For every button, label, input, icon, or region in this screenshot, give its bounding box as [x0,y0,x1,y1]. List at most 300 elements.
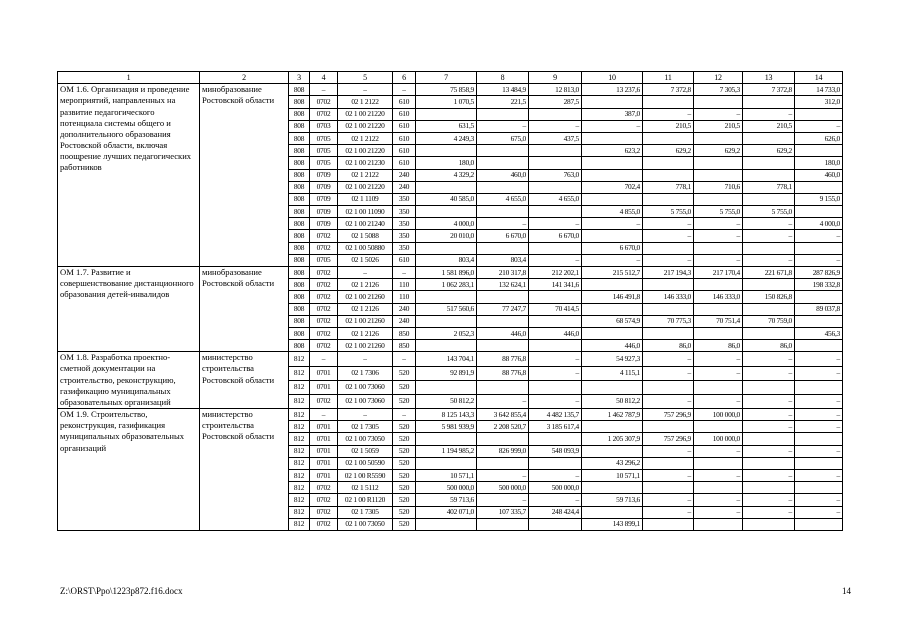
code-cell: 0703 [310,120,338,132]
amount-cell [529,206,582,218]
amount-cell: – [743,352,795,366]
amount-cell: – [795,352,843,366]
amount-cell [795,518,843,530]
amount-cell [529,181,582,193]
amount-cell: 460,0 [795,169,843,181]
amount-cell: 86,0 [694,340,743,352]
code-cell: 240 [393,169,416,181]
amount-cell: 4 115,1 [582,366,643,380]
code-cell: 0702 [310,518,338,530]
amount-cell: 217 194,3 [643,267,694,279]
code-cell: 808 [289,108,310,120]
code-cell: 0705 [310,132,338,144]
code-cell: 0709 [310,193,338,205]
code-cell: 02 1 2126 [338,303,393,315]
code-cell: – [310,352,338,366]
code-cell: – [393,352,416,366]
code-cell: 02 1 00 50880 [338,242,393,254]
amount-cell: 86,0 [743,340,795,352]
amount-cell: – [743,254,795,266]
code-cell: 0702 [310,267,338,279]
amount-cell: 217 170,4 [694,267,743,279]
footer-page-number: 14 [842,586,851,596]
amount-cell: 7 372,8 [743,84,795,96]
amount-cell: 141 341,6 [529,279,582,291]
amount-cell [477,518,529,530]
amount-cell [477,291,529,303]
amount-cell: – [643,506,694,518]
amount-cell [643,193,694,205]
amount-cell: 210,5 [643,120,694,132]
amount-cell: – [795,394,843,408]
amount-cell [694,279,743,291]
amount-cell: 146 333,0 [694,291,743,303]
amount-cell: 59 713,6 [582,494,643,506]
table-row [58,352,843,366]
header-row [58,72,843,84]
amount-cell [529,380,582,394]
amount-cell [694,303,743,315]
code-cell: 850 [393,340,416,352]
code-cell: 808 [289,120,310,132]
code-cell: 0702 [310,291,338,303]
amount-cell: 5 755,0 [743,206,795,218]
code-cell: – [338,409,393,421]
code-cell: 812 [289,433,310,445]
amount-cell: 500 000,0 [529,482,582,494]
code-cell: 110 [393,279,416,291]
code-cell: 0709 [310,218,338,230]
amount-cell [416,340,477,352]
code-cell: 02 1 1109 [338,193,393,205]
amount-cell: – [694,352,743,366]
amount-cell [694,518,743,530]
amount-cell [694,157,743,169]
amount-cell [643,327,694,339]
amount-cell: – [643,394,694,408]
amount-cell [694,380,743,394]
amount-cell: – [643,494,694,506]
code-cell: – [338,352,393,366]
amount-cell: – [743,506,795,518]
code-cell: 610 [393,145,416,157]
code-cell: 110 [393,291,416,303]
amount-cell: – [477,218,529,230]
amount-cell [529,518,582,530]
amount-cell [743,327,795,339]
code-cell: 0701 [310,433,338,445]
code-cell: 02 1 00 21220 [338,181,393,193]
amount-cell [529,340,582,352]
amount-cell [743,457,795,469]
code-cell: 0702 [310,230,338,242]
amount-cell: 631,5 [416,120,477,132]
code-cell: 02 1 00 50590 [338,457,393,469]
amount-cell [795,242,843,254]
amount-cell: 4 655,0 [529,193,582,205]
amount-cell: 100 000,0 [694,433,743,445]
code-cell: 0709 [310,181,338,193]
amount-cell: – [694,230,743,242]
amount-cell: 629,2 [743,145,795,157]
code-cell: 610 [393,254,416,266]
amount-cell: – [743,366,795,380]
amount-cell [416,315,477,327]
amount-cell [416,457,477,469]
amount-cell [795,108,843,120]
amount-cell [529,315,582,327]
column-number-header: 4 [310,72,338,84]
amount-cell: 1 205 307,9 [582,433,643,445]
amount-cell: 1 070,5 [416,96,477,108]
amount-cell: 14 733,0 [795,84,843,96]
amount-cell: 7 305,3 [694,84,743,96]
code-cell: 808 [289,157,310,169]
code-cell: 812 [289,352,310,366]
code-cell: 350 [393,242,416,254]
amount-cell [582,482,643,494]
amount-cell: 107 335,7 [477,506,529,518]
code-cell: 520 [393,518,416,530]
amount-cell: – [694,470,743,482]
code-cell: 02 1 00 11090 [338,206,393,218]
executor-name: минобразование Ростовской области [200,84,289,267]
amount-cell [694,242,743,254]
code-cell: 02 1 5059 [338,445,393,457]
amount-cell [694,132,743,144]
amount-cell [529,242,582,254]
amount-cell: – [743,394,795,408]
amount-cell [582,193,643,205]
column-number-header: 12 [694,72,743,84]
activity-description: ОМ 1.6. Организация и проведение мероприятий, направленных на развитие педагогического потенциала системы общего и дополнительного образования Ростовской области, включая поощрение лучших педагогических работников [58,84,200,267]
amount-cell: – [795,230,843,242]
amount-cell [795,291,843,303]
code-cell: 520 [393,494,416,506]
amount-cell [582,303,643,315]
code-cell: 02 1 00 21260 [338,291,393,303]
code-cell: 808 [289,303,310,315]
amount-cell [582,96,643,108]
amount-cell [416,145,477,157]
amount-cell: 100 000,0 [694,409,743,421]
amount-cell: 54 927,3 [582,352,643,366]
code-cell: 808 [289,206,310,218]
amount-cell: 198 332,8 [795,279,843,291]
code-cell: 02 1 7306 [338,366,393,380]
table-row [58,84,843,96]
table-row [58,409,843,421]
code-cell: 02 1 2126 [338,327,393,339]
code-cell: 0702 [310,242,338,254]
code-cell: – [338,84,393,96]
amount-cell: 5 755,0 [694,206,743,218]
amount-cell [743,157,795,169]
amount-cell [694,193,743,205]
amount-cell: 9 155,0 [795,193,843,205]
amount-cell [795,340,843,352]
code-cell: – [338,267,393,279]
code-cell: 02 1 2122 [338,169,393,181]
amount-cell [795,380,843,394]
code-cell: 02 1 00 R5590 [338,470,393,482]
code-cell: 0702 [310,315,338,327]
amount-cell: 5 755,0 [643,206,694,218]
code-cell: 0701 [310,380,338,394]
code-cell: 0702 [310,394,338,408]
amount-cell: – [795,421,843,433]
amount-cell [529,145,582,157]
activity-description: ОМ 1.8. Разработка проектно-сметной документации на строительство, реконструкцию, газификацию муниципальных образовательных организаций [58,352,200,409]
code-cell: 240 [393,181,416,193]
amount-cell [694,169,743,181]
table-row [58,267,843,279]
amount-cell: – [529,218,582,230]
code-cell: 02 1 00 21260 [338,340,393,352]
amount-cell: 210,5 [743,120,795,132]
column-number-header: 3 [289,72,310,84]
amount-cell: 803,4 [416,254,477,266]
amount-cell: 4 855,0 [582,206,643,218]
code-cell: 812 [289,421,310,433]
executor-name: министерство строительства Ростовской области [200,409,289,531]
amount-cell: 826 999,0 [477,445,529,457]
amount-cell: 146 333,0 [643,291,694,303]
amount-cell [582,132,643,144]
code-cell: 240 [393,303,416,315]
amount-cell [529,108,582,120]
amount-cell: 43 296,2 [582,457,643,469]
amount-cell: – [529,254,582,266]
code-cell: 0701 [310,470,338,482]
amount-cell: 180,0 [795,157,843,169]
amount-cell [643,242,694,254]
code-cell: 0702 [310,506,338,518]
amount-cell: – [795,409,843,421]
code-cell: 812 [289,518,310,530]
amount-cell: – [582,254,643,266]
amount-cell [643,96,694,108]
amount-cell: 212 202,1 [529,267,582,279]
amount-cell: 12 813,0 [529,84,582,96]
amount-cell: – [643,254,694,266]
amount-cell [643,132,694,144]
amount-cell [643,457,694,469]
amount-cell: 710,6 [694,181,743,193]
code-cell: 02 1 2126 [338,279,393,291]
code-cell: 520 [393,457,416,469]
column-number-header: 2 [200,72,289,84]
amount-cell: – [694,394,743,408]
code-cell: 0701 [310,366,338,380]
code-cell: 610 [393,120,416,132]
amount-cell: – [795,254,843,266]
amount-cell [416,380,477,394]
amount-cell [643,157,694,169]
amount-cell: – [529,394,582,408]
amount-cell: 146 491,8 [582,291,643,303]
code-cell: 0701 [310,457,338,469]
amount-cell: – [743,494,795,506]
amount-cell [416,181,477,193]
code-cell: 520 [393,380,416,394]
amount-cell [477,108,529,120]
code-cell: 812 [289,445,310,457]
amount-cell: – [743,409,795,421]
amount-cell [743,380,795,394]
amount-cell: 287 826,9 [795,267,843,279]
amount-cell [582,230,643,242]
amount-cell: 456,3 [795,327,843,339]
amount-cell: 446,0 [477,327,529,339]
amount-cell [582,445,643,457]
amount-cell: 143 704,1 [416,352,477,366]
amount-cell: 88 776,8 [477,352,529,366]
amount-cell: – [743,445,795,457]
amount-cell: 50 812,2 [582,394,643,408]
amount-cell: 6 670,0 [582,242,643,254]
amount-cell [477,340,529,352]
amount-cell: 312,0 [795,96,843,108]
amount-cell: – [743,108,795,120]
code-cell: 610 [393,96,416,108]
code-cell: 812 [289,380,310,394]
code-cell: 610 [393,157,416,169]
amount-cell [795,315,843,327]
code-cell: 02 1 00 73050 [338,433,393,445]
amount-cell [643,518,694,530]
amount-cell: 6 670,0 [529,230,582,242]
amount-cell: 210,5 [694,120,743,132]
activity-description: ОМ 1.9. Строительство, реконструкция, газификация муниципальных образовательных организаций [58,409,200,531]
amount-cell [477,181,529,193]
amount-cell [529,433,582,445]
executor-name: министерство строительства Ростовской области [200,352,289,409]
amount-cell: 626,0 [795,132,843,144]
column-number-header: 6 [393,72,416,84]
executor-name: минобразование Ростовской области [200,267,289,352]
code-cell: 808 [289,193,310,205]
amount-cell: 70 414,5 [529,303,582,315]
amount-cell: – [582,218,643,230]
amount-cell [582,169,643,181]
column-number-header: 11 [643,72,694,84]
amount-cell [582,327,643,339]
amount-cell: – [643,445,694,457]
amount-cell: – [643,352,694,366]
amount-cell: – [694,366,743,380]
amount-cell: 4 249,3 [416,132,477,144]
amount-cell: 8 125 143,3 [416,409,477,421]
amount-cell [529,457,582,469]
amount-cell [416,108,477,120]
amount-cell: 757 296,9 [643,409,694,421]
code-cell: 520 [393,506,416,518]
amount-cell: 437,5 [529,132,582,144]
code-cell: 812 [289,506,310,518]
amount-cell [416,291,477,303]
code-cell: 0709 [310,169,338,181]
code-cell: 812 [289,409,310,421]
amount-cell: 675,0 [477,132,529,144]
amount-cell: 1 462 787,9 [582,409,643,421]
amount-cell: 13 237,6 [582,84,643,96]
amount-cell: 70 759,0 [743,315,795,327]
amount-cell [743,279,795,291]
code-cell: 02 1 00 73050 [338,518,393,530]
amount-cell [743,303,795,315]
amount-cell: 143 899,1 [582,518,643,530]
column-number-header: 8 [477,72,529,84]
code-cell: 808 [289,291,310,303]
amount-cell: – [795,366,843,380]
footer-file-path: Z:\ORST\Ppo\1223p872.f16.docx [60,586,183,596]
amount-cell: – [529,352,582,366]
code-cell: 02 1 5112 [338,482,393,494]
amount-cell [795,181,843,193]
amount-cell: – [795,470,843,482]
amount-cell [795,206,843,218]
amount-cell [743,518,795,530]
amount-cell [743,433,795,445]
code-cell: 02 1 2122 [338,132,393,144]
code-cell: 520 [393,470,416,482]
code-cell: 02 1 7305 [338,506,393,518]
amount-cell [743,242,795,254]
code-cell: 0705 [310,254,338,266]
code-cell: 350 [393,218,416,230]
amount-cell: 4 000,0 [795,218,843,230]
code-cell: 0702 [310,340,338,352]
amount-cell: 2 208 520,7 [477,421,529,433]
amount-cell: 88 776,8 [477,366,529,380]
amount-cell [582,157,643,169]
amount-cell: – [694,254,743,266]
amount-cell: 778,1 [743,181,795,193]
amount-cell [795,482,843,494]
amount-cell: – [477,120,529,132]
code-cell: 808 [289,230,310,242]
amount-cell [477,206,529,218]
amount-cell: 4 000,0 [416,218,477,230]
code-cell: 808 [289,169,310,181]
amount-cell [529,157,582,169]
amount-cell [582,421,643,433]
code-cell: – [310,84,338,96]
code-cell: 02 1 5026 [338,254,393,266]
amount-cell: 248 424,4 [529,506,582,518]
code-cell: 610 [393,108,416,120]
code-cell: 02 1 00 21240 [338,218,393,230]
amount-cell: 1 581 896,0 [416,267,477,279]
amount-cell: 1 194 985,2 [416,445,477,457]
code-cell: 0702 [310,494,338,506]
code-cell: 812 [289,470,310,482]
code-cell: 02 1 5088 [338,230,393,242]
amount-cell [743,132,795,144]
amount-cell: 763,0 [529,169,582,181]
code-cell: 850 [393,327,416,339]
amount-cell: 4 655,0 [477,193,529,205]
column-number-header: 10 [582,72,643,84]
code-cell: 0705 [310,157,338,169]
code-cell: 02 1 00 73060 [338,394,393,408]
amount-cell: 6 670,0 [477,230,529,242]
column-number-header: 1 [58,72,200,84]
amount-cell: 3 642 855,4 [477,409,529,421]
code-cell: 02 1 00 R1120 [338,494,393,506]
amount-cell: – [529,494,582,506]
